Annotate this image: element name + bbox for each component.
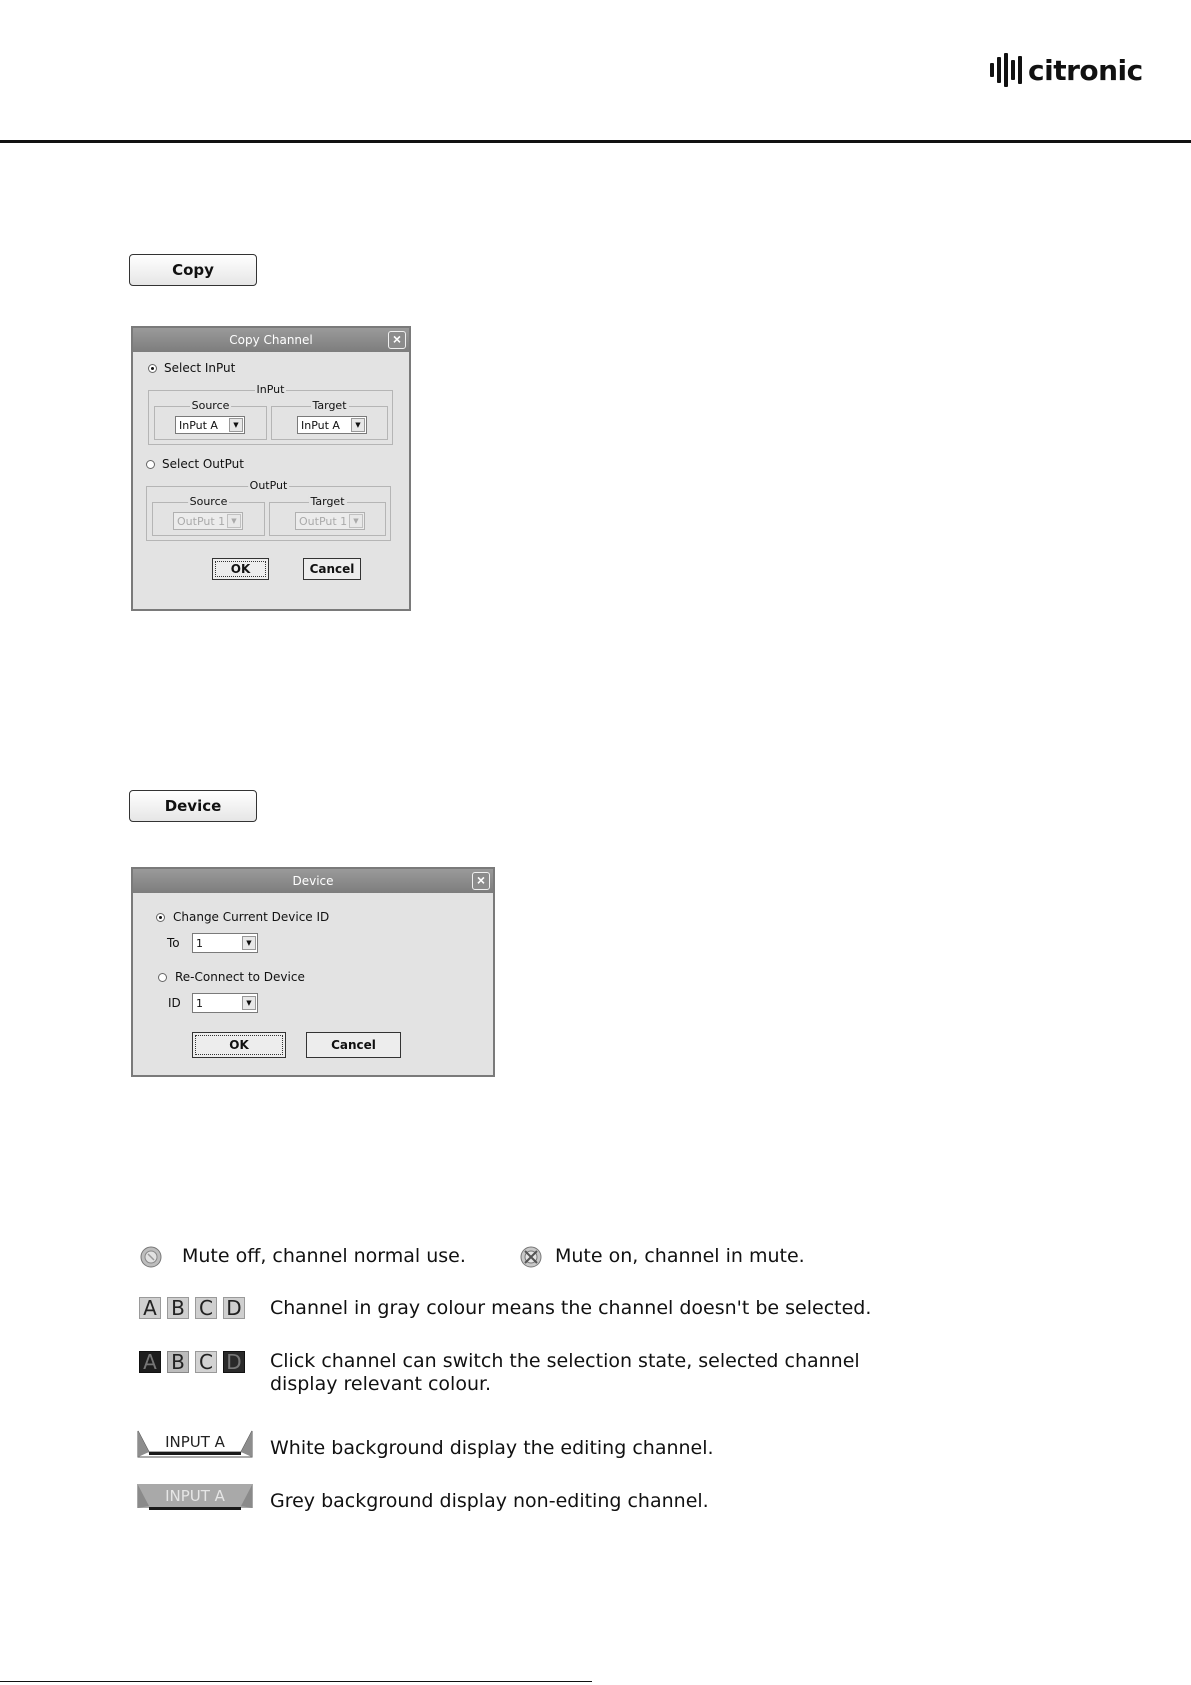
input-target-group [271,399,388,440]
select-output-radio[interactable] [146,460,155,469]
reconnect-device-id-select[interactable] [192,993,258,1013]
unselected-channel-text: Channel in gray colour means the channel doesn't be selected. [270,1297,872,1319]
channel-buttons-selected [139,1351,251,1373]
output-source-group [152,495,265,536]
change-device-id-radio[interactable] [156,913,165,922]
close-icon[interactable]: × [472,872,490,890]
output-group [146,479,391,541]
output-target-select[interactable] [295,512,365,530]
output-target-label: Target [310,495,345,508]
selected-channel-text-line2: display relevant colour. [270,1373,492,1395]
output-source-label: Source [189,495,228,508]
ok-button[interactable]: OK [192,1032,286,1058]
channel-b-unselected[interactable]: B [167,1297,189,1319]
mute-on-text: Mute on, channel in mute. [555,1245,805,1267]
change-device-id-label: Change Current Device ID [173,910,330,924]
select-output-label: Select OutPut [162,457,244,471]
mute-off-text: Mute off, channel normal use. [182,1245,466,1267]
channel-d-selected[interactable]: D [223,1351,245,1373]
reconnect-device-label: Re-Connect to Device [175,970,305,984]
chevron-down-icon[interactable]: ▼ [227,514,241,528]
to-device-id-select[interactable] [192,933,258,953]
non-editing-channel-text: Grey background display non-editing channel. [270,1490,709,1512]
citronic-logo [990,50,1143,90]
close-icon[interactable]: × [388,331,406,349]
channel-d-unselected[interactable]: D [223,1297,245,1319]
copy-channel-dialog [131,326,411,611]
device-dialog [131,867,495,1077]
output-source-value: OutPut 1 [177,514,226,528]
dialog-title: Device [292,874,334,888]
brand-name: citronic [1028,53,1143,87]
output-target-value: OutPut 1 [299,514,348,528]
input-target-select[interactable] [297,416,367,434]
input-source-group [154,399,267,440]
channel-b-selected[interactable]: B [167,1351,189,1373]
chevron-down-icon[interactable]: ▼ [229,418,243,432]
chevron-down-icon[interactable]: ▼ [349,514,363,528]
dialog-titlebar [133,869,493,893]
chevron-down-icon[interactable]: ▼ [242,996,256,1010]
input-target-value: InPut A [301,418,340,432]
to-label: To [167,936,180,950]
copy-button[interactable]: Copy [129,254,257,286]
mute-on-icon [519,1245,543,1269]
device-button[interactable]: Device [129,790,257,822]
mute-off-icon [139,1245,163,1269]
input-group [148,383,393,445]
output-target-group [269,495,386,536]
editing-channel-text: White background display the editing channel. [270,1437,714,1459]
reconnect-device-radio[interactable] [158,973,167,982]
channel-a-selected[interactable]: A [139,1351,161,1373]
to-device-id-value: 1 [196,936,203,950]
input-source-value: InPut A [179,418,218,432]
select-input-radio[interactable] [148,364,157,373]
chevron-down-icon[interactable]: ▼ [242,936,256,950]
input-source-label: Source [191,399,230,412]
channel-c-selected[interactable]: C [195,1351,217,1373]
dialog-titlebar [133,328,409,352]
reconnect-device-id-value: 1 [196,996,203,1010]
footer-divider [0,1681,592,1682]
channel-buttons-unselected [139,1297,251,1319]
input-group-label: InPut [256,383,285,396]
non-editing-tab-label: INPUT A [165,1487,225,1505]
cancel-button[interactable]: Cancel [306,1032,401,1058]
chevron-down-icon[interactable]: ▼ [351,418,365,432]
input-target-label: Target [312,399,347,412]
channel-a-unselected[interactable]: A [139,1297,161,1319]
output-group-label: OutPut [249,479,288,492]
non-editing-channel-tab[interactable] [137,1484,253,1512]
selected-channel-text-line1: Click channel can switch the selection state, selected channel [270,1350,860,1372]
editing-channel-tab[interactable] [137,1430,253,1458]
dialog-title: Copy Channel [229,333,313,347]
id-label: ID [168,996,181,1010]
editing-tab-label: INPUT A [165,1433,225,1451]
output-source-select[interactable] [173,512,243,530]
cancel-button[interactable]: Cancel [303,558,361,580]
input-source-select[interactable] [175,416,245,434]
waveform-icon [990,52,1022,88]
select-input-label: Select InPut [164,361,236,375]
header-divider [0,140,1191,143]
channel-c-unselected[interactable]: C [195,1297,217,1319]
ok-button[interactable]: OK [212,558,269,580]
